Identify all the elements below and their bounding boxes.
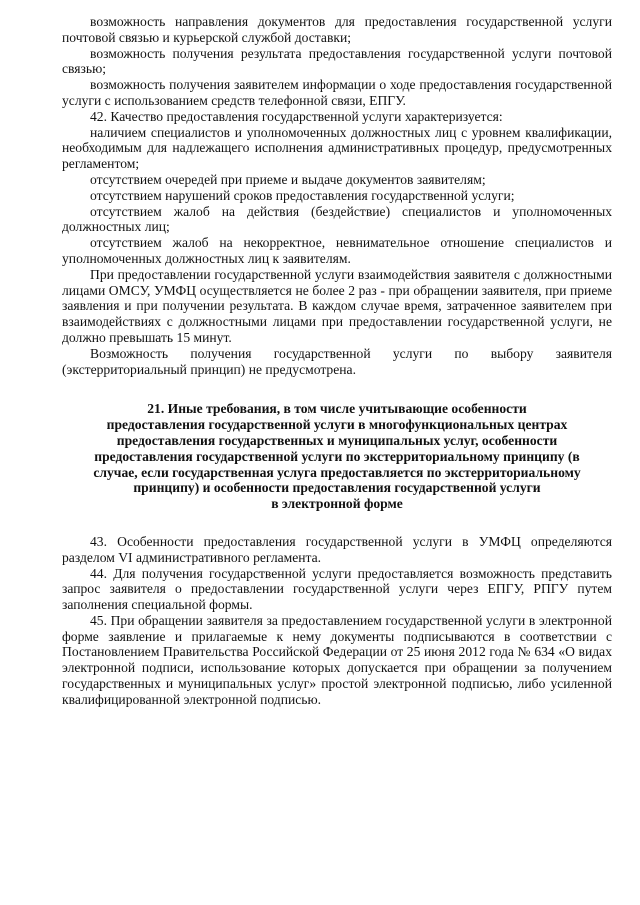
paragraph-quality-intro: 42. Качество предоставления государственной услуги характеризуется:: [90, 108, 503, 124]
paragraph-no-complaints-attitude: отсутствием жалоб на некорректное, невнимательное отношение специалистов и уполномоченных должностных лиц к заявителям.: [62, 235, 612, 266]
section-heading: [62, 401, 612, 512]
paragraph-no-complaints-actions: отсутствием жалоб на действия (бездействие) специалистов и уполномоченных должностных лиц;: [62, 203, 612, 235]
section-heading-line: предоставления государственной услуги в многофункциональных центрах: [106, 417, 568, 433]
paragraph-qualified-staff: наличием специалистов и уполномоченных должностных лиц с уровнем квалификации, необходимым для надлежащего исполнения административных процедур, предусмотренных регламентом;: [62, 124, 612, 172]
paragraph-no-delays: отсутствием нарушений сроков предоставления государственной услуги;: [90, 187, 515, 203]
paragraph-interactions: При предоставлении государственной услуги взаимодействия заявителя с должностными лицами ОМСУ, УМФЦ осуществляется не более 2 раз - при обращении заявителя, при приеме заявления и при получении результата. В каждом случае время, затраченное заявителем при взаимодействиях с должностными лицами при предоставлении государственной услуги, не должно превышать 15 минут.: [62, 266, 612, 345]
section-heading-line: случае, если государственная услуга предоставляется по экстерриториальному: [93, 464, 581, 480]
paragraph-no-queues: отсутствием очередей при приеме и выдаче документов заявителям;: [90, 171, 486, 187]
paragraph-mail-result: возможность получения результата предоставления государственной услуги почтовой связью;: [62, 45, 612, 77]
section-heading-line: в электронной форме: [271, 496, 403, 512]
document-page: [62, 14, 612, 708]
paragraph-45: 45. При обращении заявителя за предоставлением государственной услуги в электронной форме заявление и прилагаемые к нему документы подписываются в соответствии с Постановлением Правительства Российской Федерации от 25 июня 2012 года № 634 «О видах электронной подписи, использование которых допускается при обращении за получением государственных и муниципальных услуг» простой электронной подписью, либо усиленной квалифицированной электронной подписью.: [62, 612, 612, 707]
paragraph-44: 44. Для получения государственной услуги предоставляется возможность представить запрос заявителя о предоставлении государственной услуги через ЕПГУ, РПГУ путем заполнения специальной формы.: [62, 565, 612, 613]
section-heading-line: принципу) и особенности предоставления государственной услуги: [133, 480, 541, 496]
section-heading-line: предоставления государственной услуги по экстерриториальному принципу (в: [94, 448, 580, 464]
paragraph-mail-submission: возможность направления документов для предоставления государственной услуги почтовой связью и курьерской службой доставки;: [62, 14, 612, 45]
paragraph-extraterritorial: Возможность получения государственной услуги по выбору заявителя (экстерриториальный принцип) не предусмотрена.: [62, 345, 612, 377]
section-heading-line: предоставления государственных и муниципальных услуг, особенности: [116, 432, 558, 448]
section-heading-line: 21. Иные требования, в том числе учитывающие особенности: [147, 401, 527, 417]
paragraph-43: 43. Особенности предоставления государственной услуги в УМФЦ определяются разделом VI административного регламента.: [62, 533, 612, 565]
paragraph-status-info: возможность получения заявителем информации о ходе предоставления государственной услуги с использованием средств телефонной связи, ЕПГУ.: [62, 77, 612, 108]
